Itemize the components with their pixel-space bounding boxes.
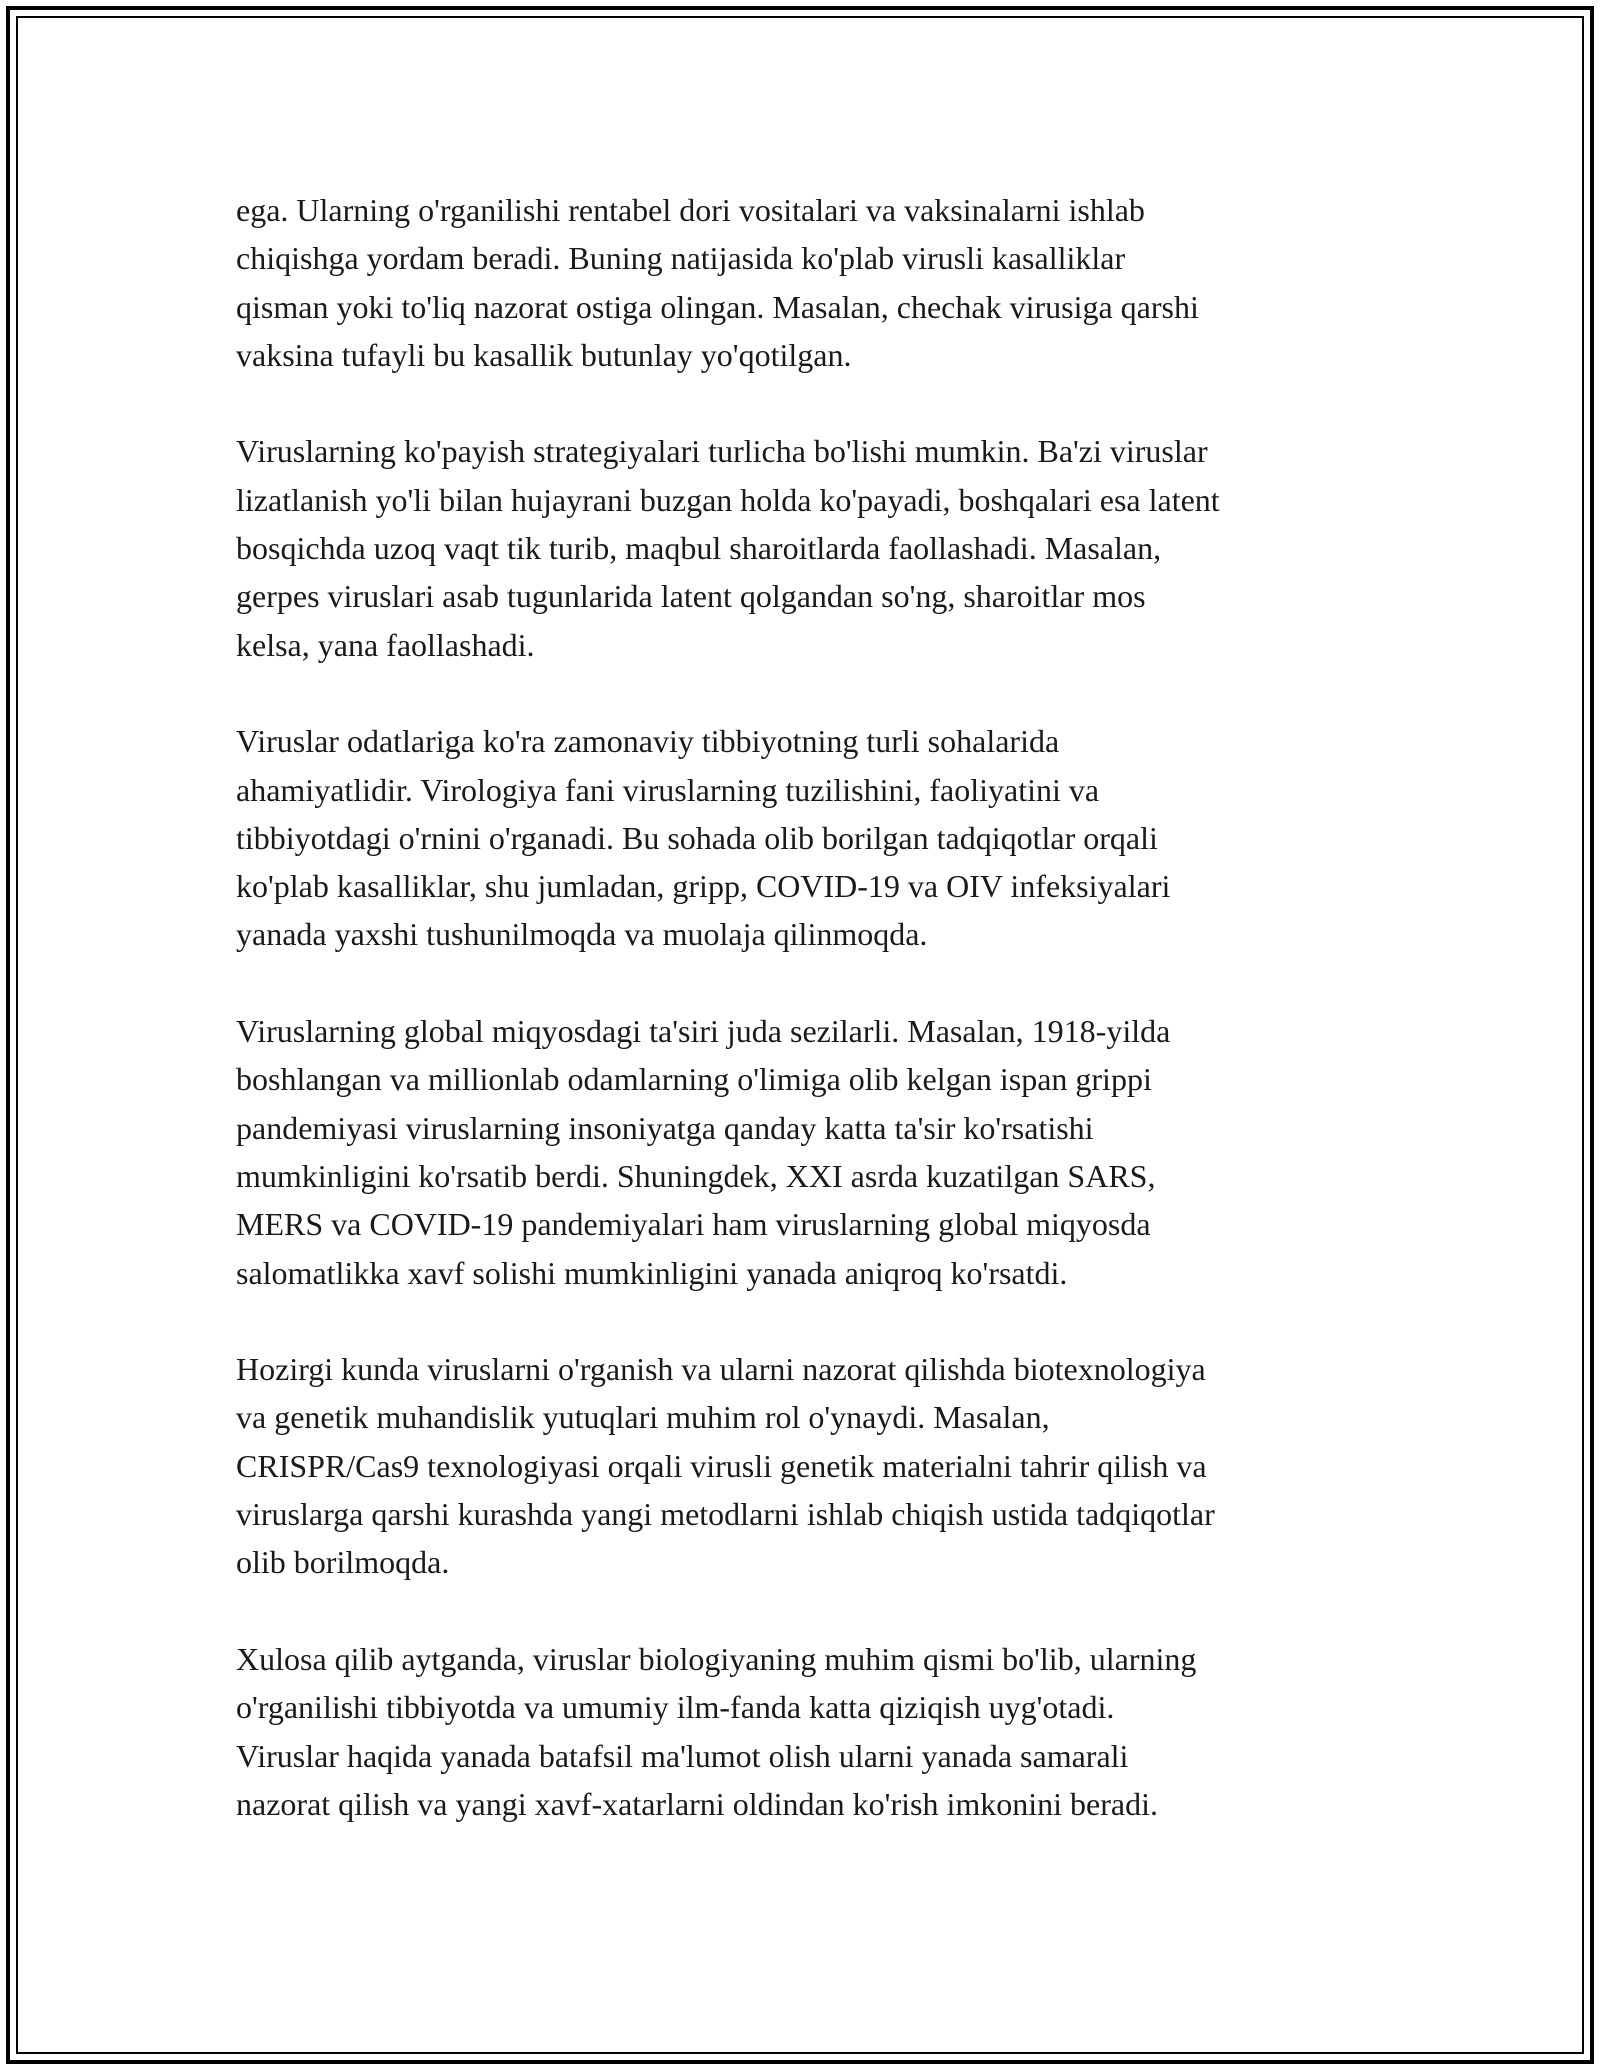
paragraph-5 [236, 1345, 1396, 1586]
text-line: Viruslar odatlariga ko'ra zamonaviy tibbiyotning turli sohalarida [236, 723, 1060, 760]
text-line: lizatlanish yo'li bilan hujayrani buzgan holda ko'payadi, boshqalari esa latent [236, 481, 1220, 518]
text-line: Hozirgi kunda viruslarni o'rganish va ularni nazorat qilishda biotexnologiya [236, 1351, 1206, 1388]
paragraph-6 [236, 1635, 1396, 1828]
paragraph-2 [236, 427, 1396, 668]
paragraph-3 [236, 717, 1396, 958]
text-line: mumkinligini ko'rsatib berdi. Shuningdek, XXI asrda kuzatilgan SARS, [236, 1157, 1156, 1194]
text-line: olib borilmoqda. [236, 1544, 450, 1581]
text-line: yanada yaxshi tushunilmoqda va muolaja qilinmoqda. [236, 916, 928, 953]
text-line: CRISPR/Cas9 texnologiyasi orqali virusli genetik materialni tahrir qilish va [236, 1447, 1207, 1484]
text-line: Viruslarning global miqyosdagi ta'siri juda sezilarli. Masalan, 1918-yilda [236, 1013, 1171, 1050]
text-line: Viruslarning ko'payish strategiyalari turlicha bo'lishi mumkin. Ba'zi viruslar [236, 433, 1208, 470]
text-line: chiqishga yordam beradi. Buning natijasida ko'plab virusli kasalliklar [236, 240, 1126, 277]
text-line: kelsa, yana faollashadi. [236, 626, 535, 663]
text-line: boshlangan va millionlab odamlarning o'limiga olib kelgan ispan grippi [236, 1061, 1152, 1098]
text-line: tibbiyotdagi o'rnini o'rganadi. Bu sohada olib borilgan tadqiqotlar orqali [236, 819, 1158, 856]
text-line: gerpes viruslari asab tugunlarida latent qolgandan so'ng, sharoitlar mos [236, 578, 1146, 615]
paragraph-4 [236, 1007, 1396, 1297]
text-line: ahamiyatlidir. Virologiya fani viruslarning tuzilishini, faoliyatini va [236, 771, 1100, 808]
text-line: Xulosa qilib aytganda, viruslar biologiyaning muhim qismi bo'lib, ularning [236, 1640, 1197, 1677]
text-line: qisman yoki to'liq nazorat ostiga olingan. Masalan, chechak virusiga qarshi [236, 288, 1199, 325]
text-line: va genetik muhandislik yutuqlari muhim rol o'ynaydi. Masalan, [236, 1399, 1050, 1436]
text-line: o'rganilishi tibbiyotda va umumiy ilm-fanda katta qiziqish uyg'otadi. [236, 1689, 1115, 1726]
text-line: Viruslar haqida yanada batafsil ma'lumot olish ularni yanada samarali [236, 1737, 1129, 1774]
text-line: MERS va COVID-19 pandemiyalari ham viruslarning global miqyosda [236, 1206, 1151, 1243]
text-line: salomatlikka xavf solishi mumkinligini yanada aniqroq ko'rsatdi. [236, 1254, 1068, 1291]
text-line: vaksina tufayli bu kasallik butunlay yo'qotilgan. [236, 336, 852, 373]
paragraph-1 [236, 186, 1396, 379]
text-line: bosqichda uzoq vaqt tik turib, maqbul sharoitlarda faollashadi. Masalan, [236, 530, 1162, 567]
text-line: ko'plab kasalliklar, shu jumladan, gripp, COVID-19 va OIV infeksiyalari [236, 868, 1171, 905]
text-line: nazorat qilish va yangi xavf-xatarlarni oldindan ko'rish imkonini beradi. [236, 1785, 1158, 1822]
document-body [236, 186, 1396, 1876]
text-line: viruslarga qarshi kurashda yangi metodlarni ishlab chiqish ustida tadqiqotlar [236, 1496, 1215, 1533]
text-line: pandemiyasi viruslarning insoniyatga qanday katta ta'sir ko'rsatishi [236, 1109, 1094, 1146]
text-line: ega. Ularning o'rganilishi rentabel dori vositalari va vaksinalarni ishlab [236, 192, 1145, 228]
